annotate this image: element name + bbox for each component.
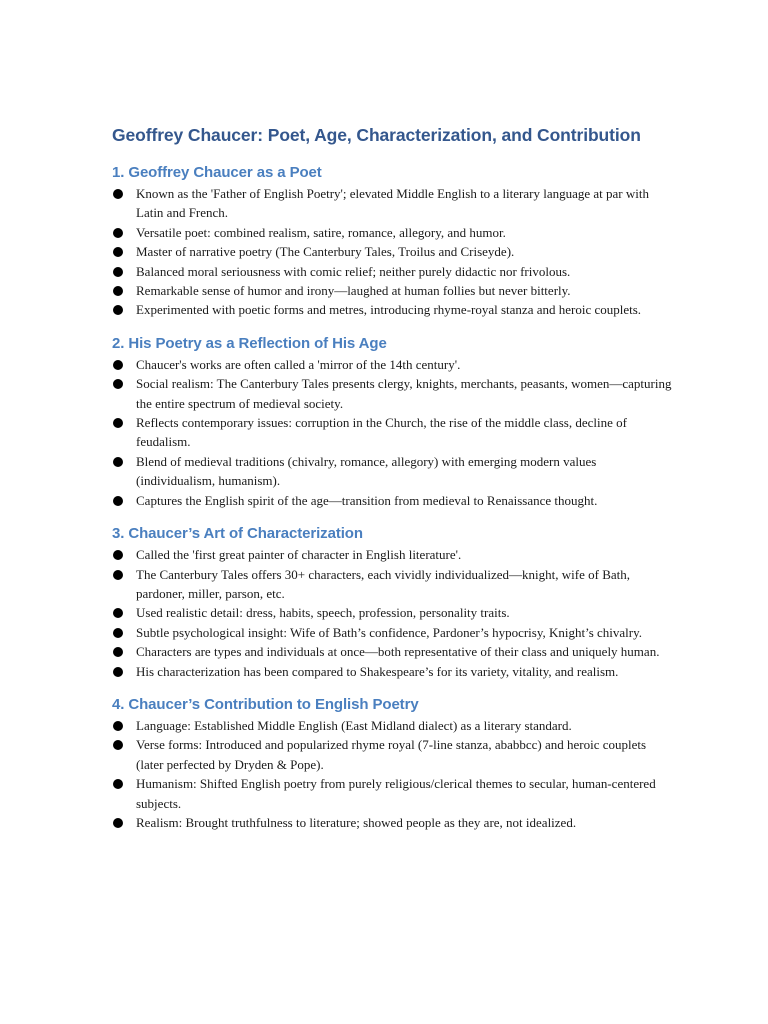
- list-item-text: His characterization has been compared to Shakespeare’s for its variety, vitality, and realism.: [136, 663, 619, 679]
- section-poet: [112, 162, 672, 320]
- list-item: [112, 413, 672, 452]
- list-item-text: Experimented with poetic forms and metres, introducing rhyme-royal stanza and heroic couplets.: [136, 302, 642, 318]
- list-item: [112, 716, 672, 735]
- section-heading: 4. Chaucer’s Contribution to English Poetry: [112, 695, 419, 713]
- section-age: [112, 333, 672, 510]
- list-item-text: Captures the English spirit of the age—transition from medieval to Renaissance thought.: [136, 492, 598, 508]
- bullet-icon: [113, 496, 123, 506]
- list-item-text: Chaucer's works are often called a 'mirror of the 14th century'.: [136, 356, 461, 372]
- bullet-icon: [113, 247, 123, 257]
- list-item: [112, 603, 672, 622]
- list-item: [112, 813, 672, 832]
- bullet-list: [112, 184, 672, 320]
- bullet-icon: [113, 628, 123, 638]
- section-contribution: [112, 694, 672, 832]
- list-item-text: Called the 'first great painter of character in English literature'.: [136, 547, 462, 563]
- bullet-icon: [113, 286, 123, 296]
- section-characterization: [112, 523, 672, 681]
- list-item: [112, 491, 672, 510]
- list-item: [112, 662, 672, 681]
- bullet-list: [112, 355, 672, 510]
- bullet-icon: [113, 818, 123, 828]
- list-item-text: Remarkable sense of humor and irony—laughed at human follies but never bitterly.: [136, 283, 571, 299]
- bullet-icon: [113, 379, 123, 389]
- bullet-icon: [113, 550, 123, 560]
- bullet-icon: [113, 360, 123, 370]
- list-item-text: Blend of medieval traditions (chivalry, romance, allegory) with emerging modern values (individualism, humanism).: [136, 453, 597, 489]
- list-item-text: Versatile poet: combined realism, satire, romance, allegory, and humor.: [136, 224, 506, 240]
- list-item: [112, 184, 672, 223]
- list-item: [112, 262, 672, 281]
- list-item: [112, 355, 672, 374]
- list-item: [112, 565, 672, 604]
- bullet-icon: [113, 189, 123, 199]
- bullet-icon: [113, 267, 123, 277]
- list-item: [112, 281, 672, 300]
- list-item: [112, 223, 672, 242]
- list-item: [112, 623, 672, 642]
- bullet-icon: [113, 305, 123, 315]
- bullet-icon: [113, 779, 123, 789]
- bullet-icon: [113, 457, 123, 467]
- document-title: Geoffrey Chaucer: Poet, Age, Characterization, and Contribution: [112, 125, 641, 145]
- bullet-icon: [113, 740, 123, 750]
- list-item-text: Humanism: Shifted English poetry from purely religious/clerical themes to secular, human-centered subjects.: [136, 776, 656, 811]
- list-item-text: Characters are types and individuals at once—both representative of their class and uniquely human.: [136, 644, 660, 660]
- list-item-text: The Canterbury Tales offers 30+ characters, each vividly individualized—knight, wife of Bath, pardoner, miller, parson, etc.: [136, 566, 631, 601]
- list-item-text: Verse forms: Introduced and popularized rhyme royal (7-line stanza, ababbcc) and heroic couplets (later perfected by Dryden & Pope).: [136, 737, 647, 772]
- list-item-text: Social realism: The Canterbury Tales presents clergy, knights, merchants, peasants, women—capturing the entire spectrum of medieval society.: [136, 376, 672, 411]
- bullet-icon: [113, 570, 123, 580]
- section-heading: 2. His Poetry as a Reflection of His Age: [112, 334, 387, 352]
- list-item-text: Used realistic detail: dress, habits, speech, profession, personality traits.: [136, 605, 510, 621]
- bullet-icon: [113, 647, 123, 657]
- list-item-text: Subtle psychological insight: Wife of Bath’s confidence, Pardoner’s hypocrisy, Knight’s chivalry.: [136, 624, 643, 640]
- section-heading: 3. Chaucer’s Art of Characterization: [112, 525, 363, 543]
- list-item: [112, 642, 672, 661]
- list-item: [112, 735, 672, 774]
- list-item-text: Master of narrative poetry (The Canterbury Tales, Troilus and Criseyde).: [136, 244, 515, 260]
- bullet-icon: [113, 721, 123, 731]
- list-item: [112, 300, 672, 319]
- section-heading: 1. Geoffrey Chaucer as a Poet: [112, 164, 322, 181]
- list-item: [112, 545, 672, 564]
- document-content: [112, 123, 672, 845]
- bullet-list: [112, 545, 672, 681]
- list-item: [112, 374, 672, 413]
- list-item: [112, 452, 672, 491]
- bullet-icon: [113, 608, 123, 618]
- list-item-text: Reflects contemporary issues: corruption in the Church, the rise of the middle class, decline of feudalism.: [136, 415, 627, 450]
- list-item-text: Balanced moral seriousness with comic relief; neither purely didactic nor frivolous.: [136, 263, 571, 279]
- list-item-text: Realism: Brought truthfulness to literature; showed people as they are, not idealized.: [136, 814, 577, 830]
- bullet-icon: [113, 418, 123, 428]
- list-item: [112, 242, 672, 261]
- list-item-text: Known as the 'Father of English Poetry'; elevated Middle English to a literary language at par with Latin and French.: [136, 186, 649, 221]
- bullet-icon: [113, 228, 123, 238]
- bullet-list: [112, 716, 672, 832]
- list-item-text: Language: Established Middle English (East Midland dialect) as a literary standard.: [136, 717, 572, 733]
- list-item: [112, 774, 672, 813]
- bullet-icon: [113, 667, 123, 677]
